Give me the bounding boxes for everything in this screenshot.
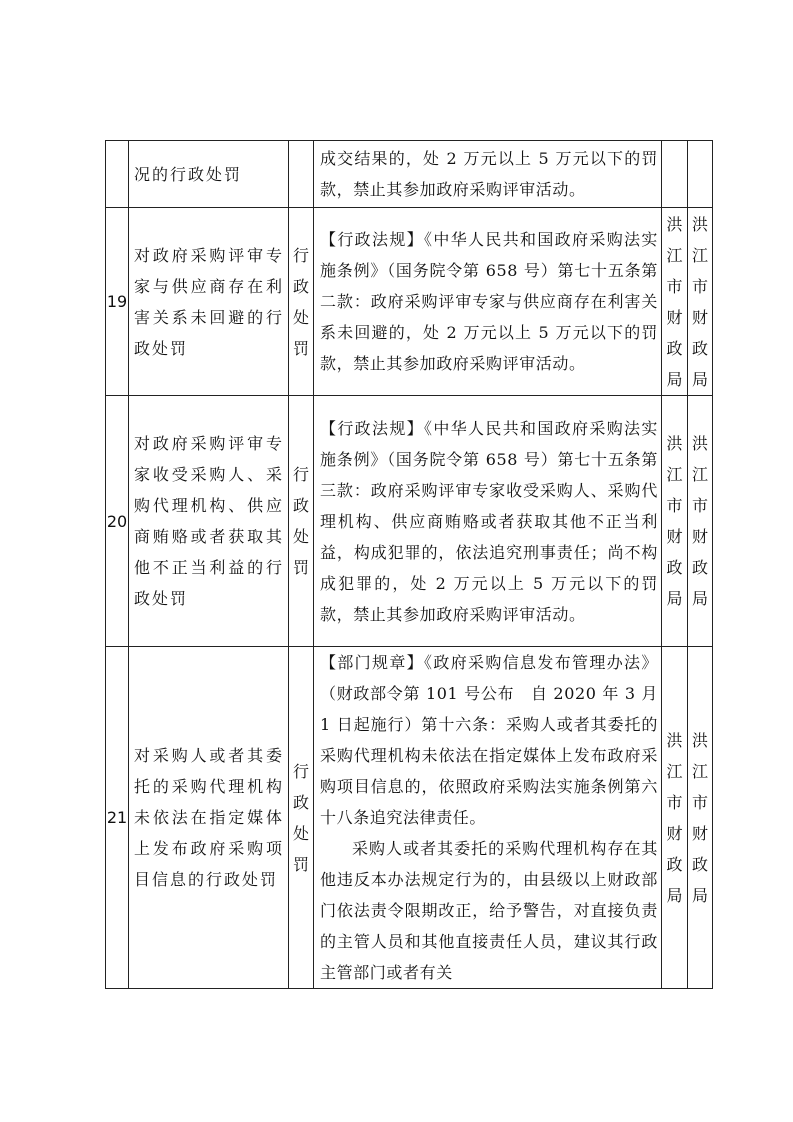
item-type: 行政处罚	[289, 396, 314, 647]
department	[662, 141, 688, 208]
row-number: 20	[106, 396, 129, 647]
legal-basis: 成交结果的，处 2 万元以上 5 万元以下的罚款，禁止其参加政府采购评审活动。	[314, 141, 662, 208]
item-name: 对政府采购评审专家收受采购人、采购代理机构、供应商贿赂或者获取其他不正当利益的行政处罚	[129, 396, 289, 647]
legal-basis: 【行政法规】《中华人民共和国政府采购法实施条例》（国务院令第 658 号）第七十五条第三款：政府采购评审专家收受采购人、采购代理机构、供应商贿赂或者获取其他不正当利益，构成犯罪的，依法追究刑事责任；尚不构成犯罪的，处 2 万元以上 5 万元以下的罚款，禁止其参加政府采购评审活动。	[314, 396, 662, 647]
department-2: 洪江市财政局	[688, 208, 713, 396]
item-name: 对政府采购评审专家与供应商存在利害关系未回避的行政处罚	[129, 208, 289, 396]
table-row	[106, 647, 713, 989]
legal-basis	[314, 647, 662, 989]
item-type: 行政处罚	[289, 208, 314, 396]
legal-basis-paragraph: 【部门规章】《政府采购信息发布管理办法》（财政部令第 101 号公布 自 2020 年 3 月 1 日起施行）第十六条：采购人或者其委托的采购代理机构未依法在指定媒体上发布政府采购项目信息的，依照政府采购法实施条例第六十八条追究法律责任。	[320, 653, 658, 827]
row-number: 19	[106, 208, 129, 396]
item-name: 况的行政处罚	[129, 141, 289, 208]
department-2: 洪江市财政局	[688, 396, 713, 647]
legal-basis-paragraph: 采购人或者其委托的采购代理机构存在其他违反本办法规定行为的，由县级以上财政部门依法责令限期改正，给予警告，对直接负责的主管人员和其他直接责任人员，建议其行政主管部门或者有关	[320, 839, 658, 982]
department-2: 洪江市财政局	[688, 647, 713, 989]
item-name: 对采购人或者其委托的采购代理机构未依法在指定媒体上发布政府采购项目信息的行政处罚	[129, 647, 289, 989]
item-type	[289, 141, 314, 208]
legal-basis: 【行政法规】《中华人民共和国政府采购法实施条例》（国务院令第 658 号）第七十五条第二款：政府采购评审专家与供应商存在利害关系未回避的，处 2 万元以上 5 万元以下的罚款，禁止其参加政府采购评审活动。	[314, 208, 662, 396]
department: 洪江市财政局	[662, 208, 688, 396]
table-row	[106, 396, 713, 647]
department: 洪江市财政局	[662, 396, 688, 647]
department: 洪江市财政局	[662, 647, 688, 989]
row-number	[106, 141, 129, 208]
item-type: 行政处罚	[289, 647, 314, 989]
table-row	[106, 208, 713, 396]
penalty-table	[105, 140, 713, 989]
row-number: 21	[106, 647, 129, 989]
department-2	[688, 141, 713, 208]
table-row	[106, 141, 713, 208]
